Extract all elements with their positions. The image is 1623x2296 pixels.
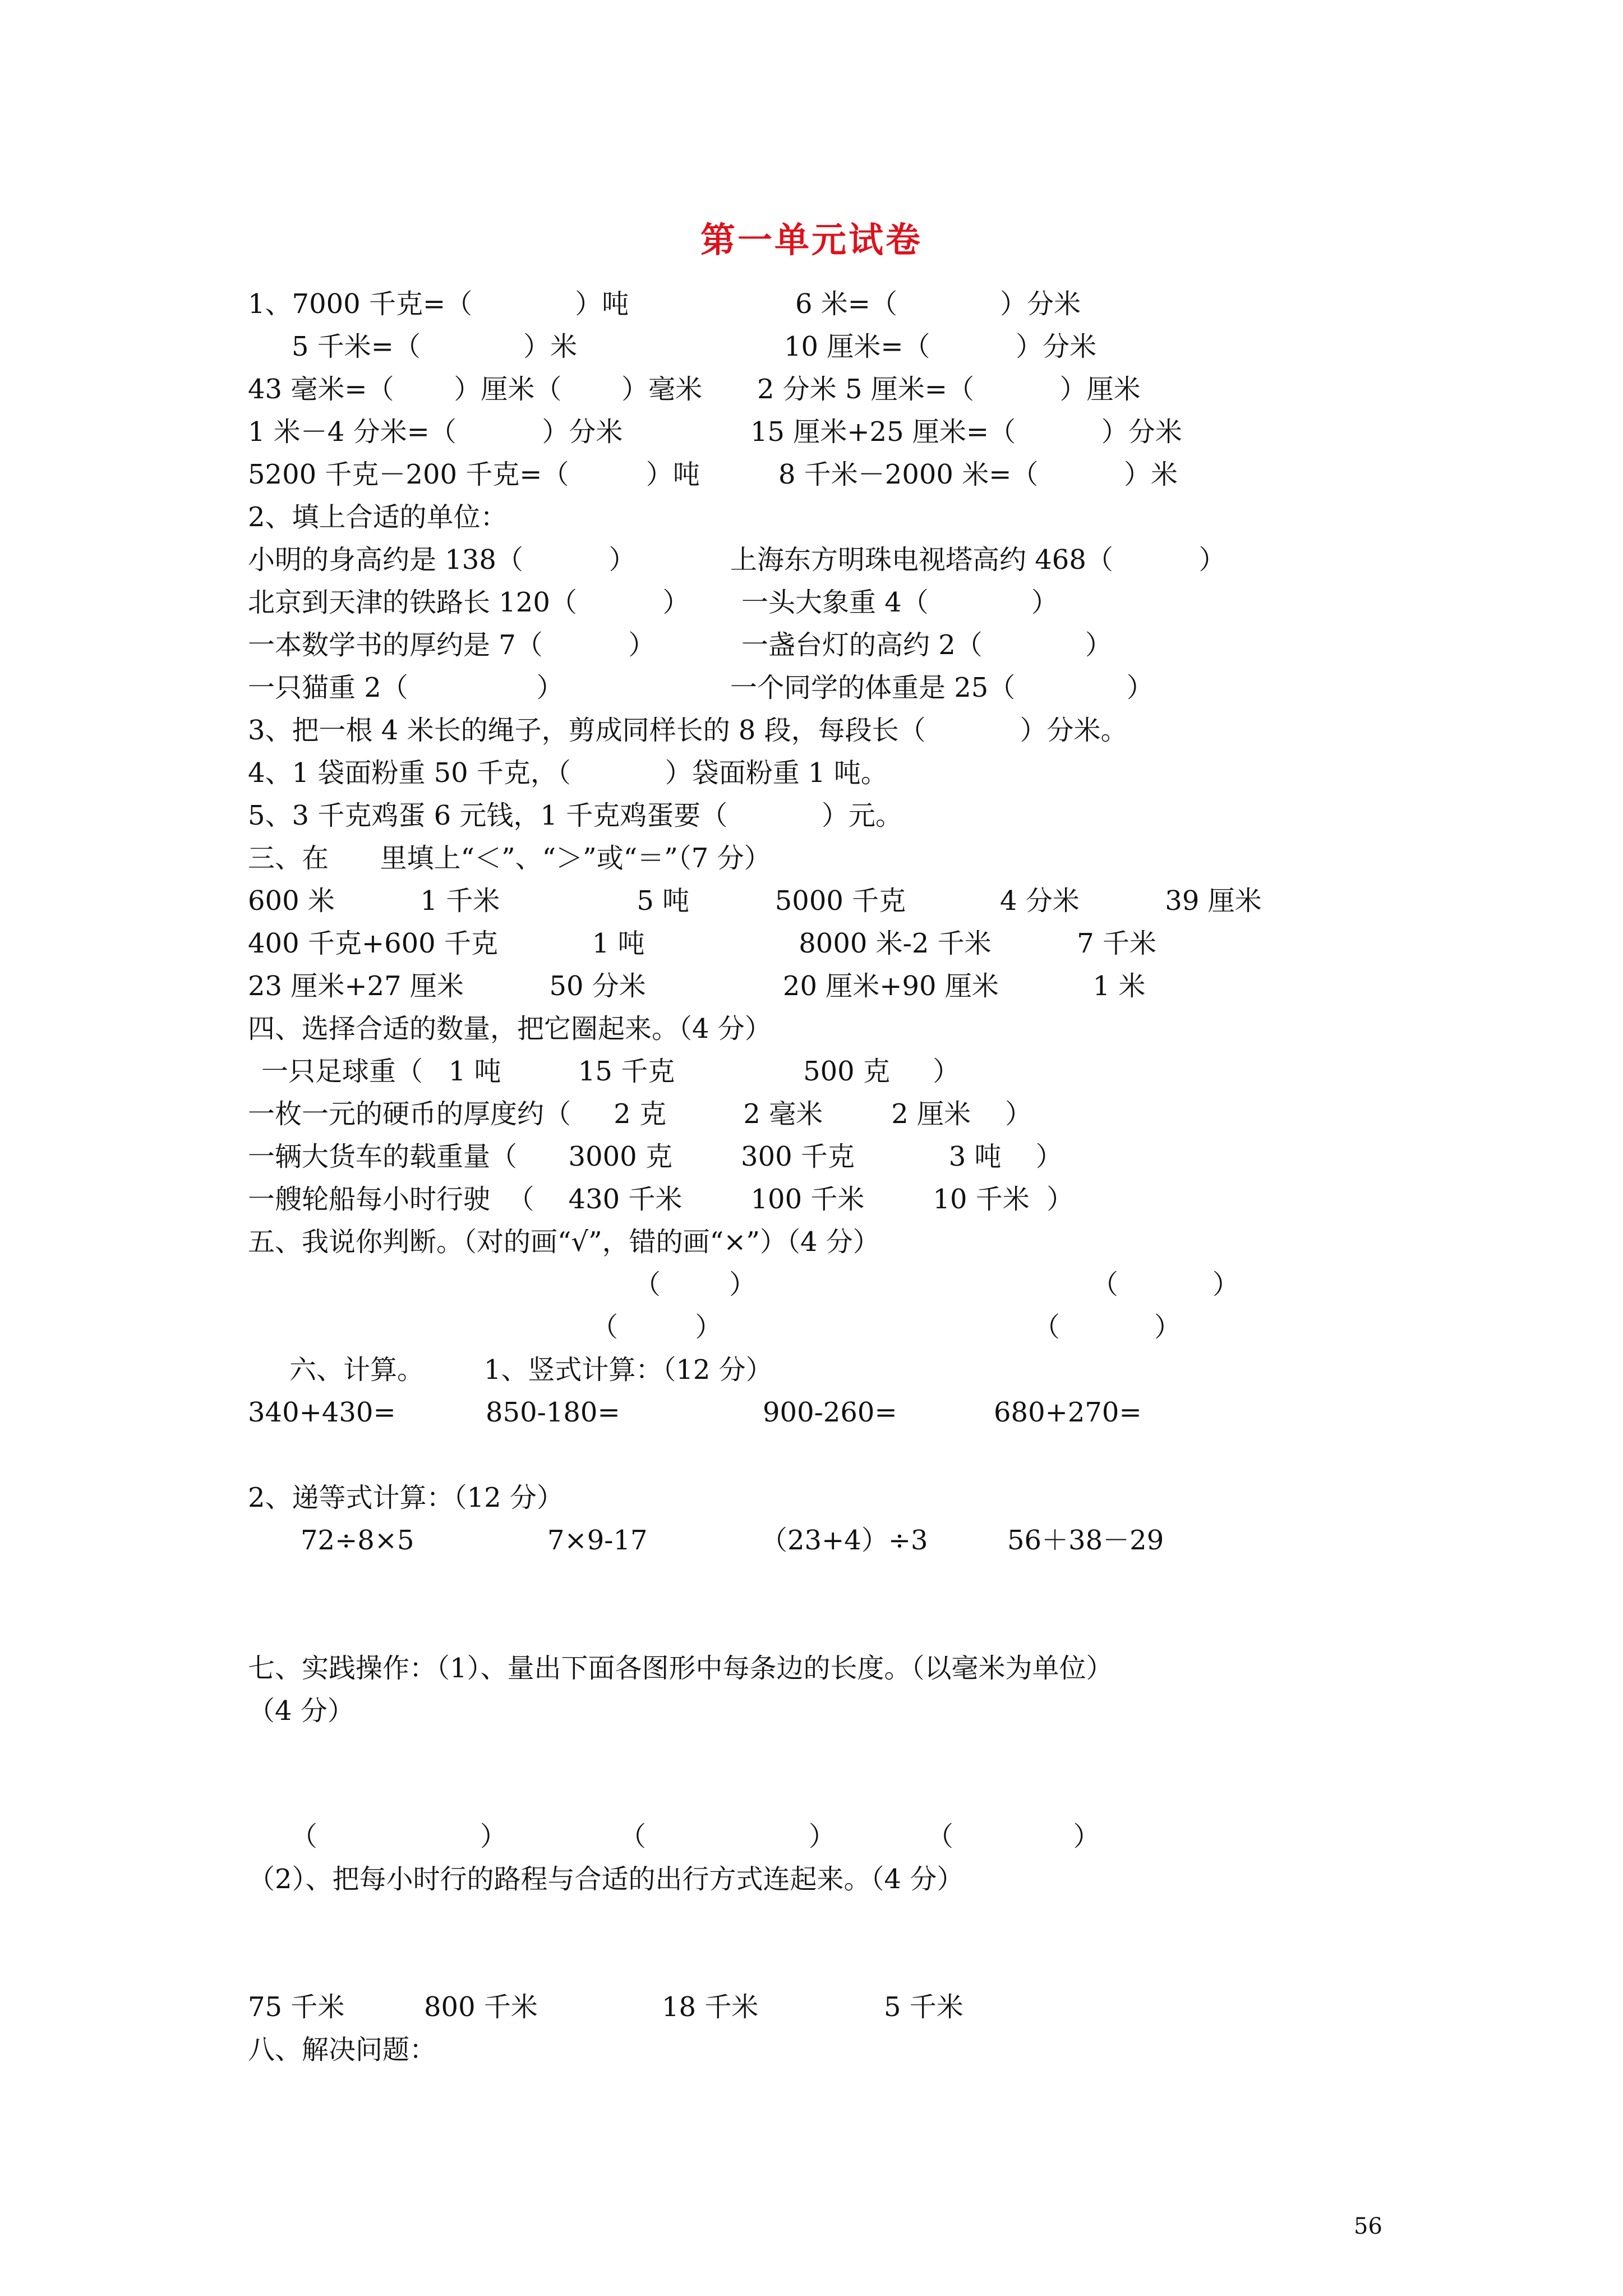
q1-item-b: 6 米=（ ）分米: [795, 288, 1081, 320]
section6-2-expr-a: 72÷8×5: [301, 1525, 414, 1556]
page-number: 56: [1354, 2214, 1382, 2239]
section3-row-b: 400 千克+600 千克 1 吨 8000 米-2 千米 7 千米: [248, 928, 1157, 959]
q2-heading: 2、填上合适的单位：: [248, 501, 508, 533]
q3-text: 3、把一根 4 米长的绳子，剪成同样长的 8 段，每段长（ ）分米。: [248, 715, 1128, 746]
q2-item-d: 一头大象重 4（ ）: [741, 587, 1058, 618]
section4-heading: 四、选择合适的数量，把它圈起来。（4 分）: [248, 1013, 772, 1045]
section3-heading: 三、在 里填上“＜”、“＞”或“＝”（7 分）: [248, 843, 771, 874]
section7-2-speed-d: 5 千米: [884, 1991, 963, 2023]
section4-row-b: 一枚一元的硬币的厚度约（ 2 克 2 毫米 2 厘米 ）: [248, 1098, 1032, 1130]
q5-text: 5、3 千克鸡蛋 6 元钱，1 千克鸡蛋要（ ）元。: [248, 800, 903, 831]
q1-item-g: 1 米－4 分米=（ ）分米: [248, 416, 623, 448]
section5-blank-b: （ ）: [1091, 1269, 1239, 1300]
q1-item-c: 5 千米=（ ）米: [292, 331, 578, 362]
q1-item-i: 5200 千克－200 千克=（ ）吨: [248, 459, 700, 490]
section6-calc-c: 900-260=: [763, 1397, 897, 1428]
q2-item-g: 一只猫重 2（ ）: [248, 672, 564, 703]
q2-item-a: 小明的身高约是 138（ ）: [248, 544, 636, 576]
section6-calc-d: 680+270=: [994, 1397, 1142, 1428]
section5-blank-a: （ ）: [634, 1269, 757, 1300]
q2-item-h: 一个同学的体重是 25（ ）: [730, 672, 1154, 703]
section7-2-speed-c: 18 千米: [662, 1991, 759, 2023]
section7-points: （4 分）: [248, 1695, 354, 1727]
section5-blank-d: （ ）: [1033, 1312, 1181, 1343]
section7-2-speed-a: 75 千米: [248, 1991, 345, 2023]
q4-text: 4、1 袋面粉重 50 千克，（ ）袋面粉重 1 吨。: [248, 757, 888, 789]
section6-2-expr-d: 56＋38－29: [1007, 1525, 1164, 1556]
q2-item-c: 北京到天津的铁路长 120（ ）: [248, 587, 690, 618]
section7-2-heading: （2）、把每小时行的路程与合适的出行方式连起来。（4 分）: [248, 1864, 964, 1895]
section4-row-d: 一艘轮船每小时行驶 （ 430 千米 100 千米 10 千米 ）: [248, 1184, 1074, 1215]
section7-heading: 七、实践操作：（1）、量出下面各图形中每条边的长度。（以毫米为单位）: [248, 1653, 1113, 1684]
section4-row-c: 一辆大货车的载重量（ 3000 克 300 千克 3 吨 ）: [248, 1141, 1063, 1172]
q1-item-h: 15 厘米+25 厘米=（ ）分米: [750, 416, 1182, 448]
section7-blank-b: （ ）: [619, 1821, 836, 1852]
q1-item-a: 1、7000 千克=（ ）吨: [248, 288, 629, 320]
section7-blank-a: （ ）: [291, 1821, 507, 1852]
section3-row-c: 23 厘米+27 厘米 50 分米 20 厘米+90 厘米 1 米: [248, 970, 1146, 1002]
section6-calc-b: 850-180=: [486, 1397, 620, 1428]
q1-item-j: 8 千米－2000 米=（ ）米: [778, 459, 1178, 490]
section5-heading: 五、我说你判断。（对的画“√”，错的画“×”）（4 分）: [248, 1226, 880, 1258]
q2-item-b: 上海东方明珠电视塔高约 468（ ）: [730, 544, 1226, 576]
section3-row-a: 600 米 1 千米 5 吨 5000 千克 4 分米 39 厘米: [248, 885, 1262, 917]
section7-2-speed-b: 800 千米: [424, 1991, 538, 2023]
page-title: 第一单元试卷: [700, 219, 923, 260]
section6-heading: 六、计算。 1、竖式计算：（12 分）: [289, 1354, 773, 1386]
q1-item-e: 43 毫米=（ ）厘米（ ）毫米: [248, 374, 703, 405]
section4-row-a: 一只足球重（ 1 吨 15 千克 500 克 ）: [261, 1056, 960, 1087]
section6-2-expr-c: （23+4）÷3: [760, 1525, 928, 1556]
q1-item-f: 2 分米 5 厘米=（ ）厘米: [757, 374, 1141, 405]
section6-calc-a: 340+430=: [248, 1397, 396, 1428]
section6-2-expr-b: 7×9-17: [547, 1525, 648, 1556]
q2-item-f: 一盏台灯的高约 2（ ）: [741, 629, 1112, 661]
q1-item-d: 10 厘米=（ ）分米: [784, 331, 1097, 362]
section6-2-heading: 2、递等式计算：（12 分）: [248, 1482, 564, 1513]
section7-blank-c: （ ）: [926, 1821, 1100, 1852]
section8-heading: 八、解决问题：: [248, 2034, 437, 2065]
section5-blank-c: （ ）: [591, 1312, 722, 1343]
q2-item-e: 一本数学书的厚约是 7（ ）: [248, 629, 656, 661]
